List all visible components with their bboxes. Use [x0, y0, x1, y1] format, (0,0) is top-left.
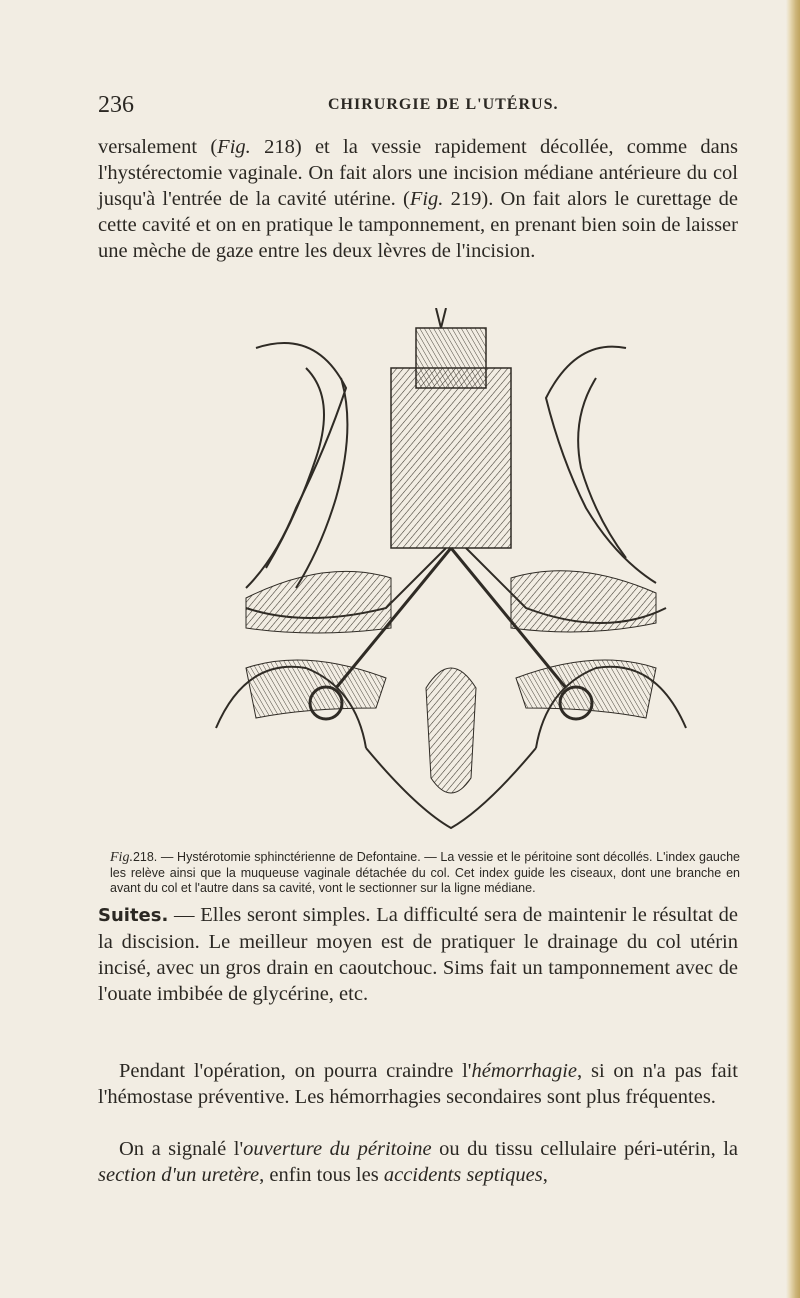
page-number: 236 — [98, 92, 134, 118]
text-run: versalement ( — [98, 136, 218, 158]
text-run: 218) et la vessie rapidement décollée, comme dans l'hystérectomie vaginale. On fait alors une incision médiane antérieure du col jusqu'à l'entrée de la cavité utérine. ( — [98, 136, 738, 210]
surgical-illustration — [186, 308, 716, 838]
italic-term: accidents septiques — [383, 1164, 543, 1186]
caption-text: — Hystérotomie sphinctérienne de Defontaine. — La vessie et le péritoine sont décollés. L'index gauche les relève ainsi que la muqueuse vaginale détachée du col. Cet index guide les ciseaux, dont une branche en avant du col et l'autre dans sa cavité, vont le sectionner sur la ligne médiane. — [110, 850, 740, 895]
text-run: 219). On fait alors le curettage de cette cavité et on en pratique le tamponnement, en prenant bien soin de laisser une mèche de gaze entre les deux lèvres de l'incision. — [98, 188, 738, 262]
paragraph-continuation — [98, 134, 738, 264]
text-run: — Elles seront simples. La difficulté sera de maintenir le résultat de la discision. Le meilleur moyen est de pratiquer le drainage du col utérin incisé, avec un gros drain en caoutchouc. Sims fait un tamponnement avec de l'ouate imbibée de glycérine, etc. — [98, 904, 738, 1005]
italic-term: section d'un uretère — [98, 1164, 260, 1186]
text-run: ou du tissu cellulaire péri-utérin, la — [431, 1138, 739, 1160]
paragraph-pendant — [98, 1058, 738, 1110]
text-run: Pendant l'opération, on pourra craindre l' — [119, 1060, 472, 1082]
page-header — [98, 92, 738, 120]
fig-reference: Fig. — [217, 136, 251, 158]
italic-term: ouverture du péritoine — [243, 1138, 432, 1160]
caption-label: Fig. — [110, 850, 133, 865]
fig-reference: Fig. — [409, 188, 444, 210]
section-label: Suites. — [98, 905, 169, 926]
caption-number: 218. — [132, 850, 158, 864]
paragraph-signale — [98, 1136, 738, 1188]
text-run: , — [542, 1164, 548, 1186]
text-run: , si on n'a pas fait l'hémostase préventive. Les hémorrhagies secondaires sont plus fréquentes. — [98, 1060, 739, 1108]
running-head: CHIRURGIE DE L'UTÉRUS. — [328, 96, 559, 113]
text-run: On a signalé l' — [119, 1138, 244, 1160]
italic-term: hémorrhagie — [471, 1060, 578, 1082]
paragraph-suites — [98, 902, 738, 1007]
page-edge — [786, 0, 800, 1298]
text-run: , enfin tous les — [259, 1164, 384, 1186]
figure-caption — [110, 850, 740, 897]
